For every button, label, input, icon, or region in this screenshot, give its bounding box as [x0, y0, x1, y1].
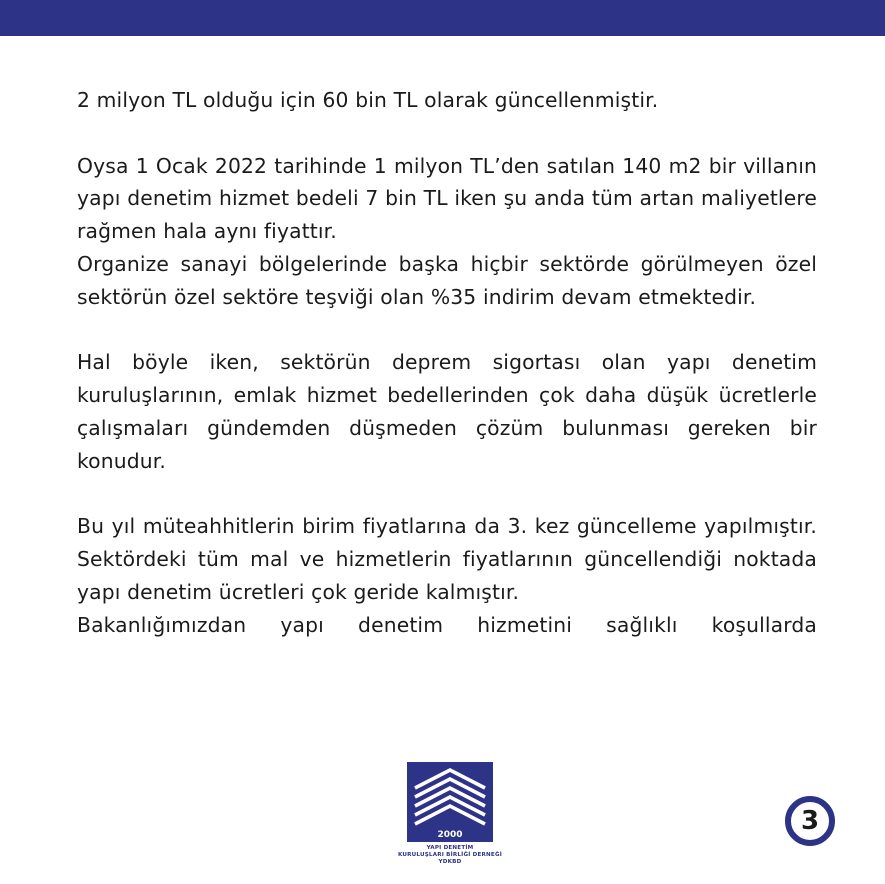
paragraph-5: Bu yıl müteahhitlerin birim fiyatlarına da 3. kez güncelleme yapılmıştır. Sektördeki tüm mal ve hizmetlerin fiyatlarının güncellendiği noktada yapı denetim ücretleri çok geride kalmıştır. [77, 514, 817, 604]
top-bar [0, 0, 885, 36]
logo-line-1: YAPI DENETİM [426, 845, 474, 851]
paragraph-gap [77, 117, 817, 150]
paragraph-4: Hal böyle iken, sektörün deprem sigortası olan yapı denetim kuruluşlarının, emlak hizmet bedellerinden çok daha düşük ücretlerle çalışmaları gündemden düşmeden çözüm bulunması gereken bir konudur. [77, 350, 817, 473]
paragraph-2: Oysa 1 Ocak 2022 tarihinde 1 milyon TL’den satılan 140 m2 bir villanın yapı denetim hizmet bedeli 7 bin TL iken şu anda tüm artan maliyetlere rağmen hala aynı fiyattır. [77, 153, 817, 244]
paragraph-3: Organize sanayi bölgelerinde başka hiçbir sektörde görülmeyen özel sektörün özel sektöre teşviği olan %35 indirim devam etmektedir. [77, 251, 817, 309]
paragraph-6: Bakanlığımızdan yapı denetim hizmetini sağlıklı koşullarda [77, 612, 817, 637]
document-body [77, 84, 817, 642]
ydkbd-logo [395, 762, 505, 866]
paragraph-1: 2 milyon TL olduğu için 60 bin TL olarak güncellenmiştir. [77, 88, 659, 112]
building-chevrons-icon [407, 762, 493, 842]
paragraph-gap [77, 478, 817, 511]
page-number-badge [785, 796, 835, 846]
page-number: 3 [800, 806, 820, 836]
paragraph-gap [77, 314, 817, 347]
logo-line-3: YDKBD [438, 859, 462, 865]
logo-line-2: KURULUŞLARI BİRLİĞİ DERNEĞİ [397, 852, 503, 858]
logo-year: 2000 [437, 830, 463, 840]
